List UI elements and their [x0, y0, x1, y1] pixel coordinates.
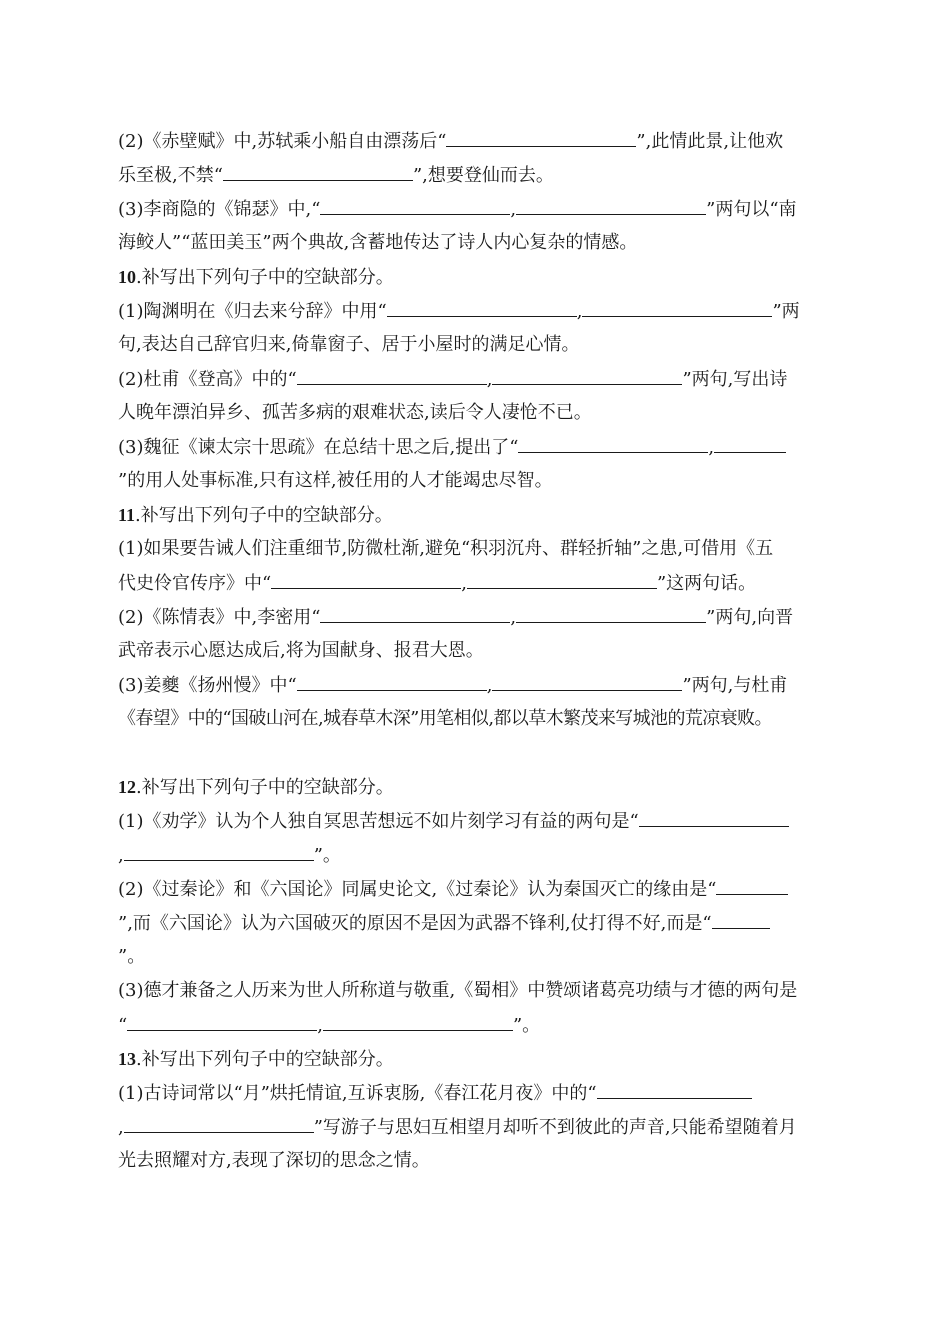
text: (3)魏征《谏太宗十思疏》在总结十思之后,提出了“: [118, 437, 519, 458]
text: ”两句,向晋: [706, 607, 794, 628]
text: 光去照耀对方,表现了深切的思念之情。: [118, 1150, 430, 1171]
text: 人晚年漂泊异乡、孤苦多病的艰难状态,读后令人凄怆不已。: [118, 402, 592, 423]
answer-blank[interactable]: [446, 127, 636, 147]
text: ,: [486, 675, 493, 696]
text: ”两句,与杜甫: [682, 675, 788, 696]
q10-heading: [118, 263, 394, 291]
text: (1)如果要告诫人们注重细节,防微杜渐,避免“积羽沉舟、群轻折轴”之患,可借用《五: [118, 538, 774, 559]
q10-item1-line1: [118, 297, 800, 325]
text: ”,想要登仙而去。: [412, 165, 554, 186]
question-title: .补写出下列句子中的空缺部分。: [136, 267, 394, 288]
q13-item1-line3: [118, 1147, 430, 1175]
answer-blank[interactable]: [297, 365, 487, 385]
answer-blank[interactable]: [582, 297, 772, 317]
answer-blank[interactable]: [297, 671, 487, 691]
text: ,: [118, 845, 124, 866]
text: (1)古诗词常以“月”烘托情谊,互诉衷肠,《春江花月夜》中的“: [118, 1083, 597, 1104]
text: ,: [118, 1117, 124, 1138]
text: 《春望》中的“国破山河在,城春草木深”用笔相似,都以草木繁茂来写城池的荒凉衰败。: [118, 708, 772, 729]
answer-blank[interactable]: [323, 1011, 513, 1031]
text: ”两句,写出诗: [682, 369, 788, 390]
text: ”两: [772, 301, 800, 322]
q12-item1-line2: [118, 841, 341, 869]
q12-item2-line2: [118, 909, 770, 937]
question-number: 10: [118, 267, 136, 287]
q9-item2-line1: [118, 127, 783, 155]
q11-item3-line2: [118, 705, 772, 733]
q13-item1-line1: [118, 1079, 752, 1107]
q12-heading: [118, 773, 394, 801]
text: ”。: [512, 1015, 541, 1036]
answer-blank[interactable]: [492, 365, 682, 385]
answer-blank[interactable]: [716, 875, 788, 895]
text: ”这两句话。: [656, 573, 757, 594]
answer-blank[interactable]: [597, 1079, 752, 1099]
q11-heading: [118, 501, 393, 529]
text: 海鲛人”“蓝田美玉”两个典故,含蓄地传达了诗人内心复杂的情感。: [118, 232, 638, 253]
q10-item1-line2: [118, 331, 579, 359]
text: ,: [317, 1015, 323, 1036]
q9-item3-line1: [118, 195, 797, 223]
answer-blank[interactable]: [712, 909, 770, 929]
text: 乐至极,不禁“: [118, 165, 223, 186]
text: “: [118, 1015, 128, 1036]
text: (2)《过秦论》和《六国论》同属史论文,《过秦论》认为秦国灭亡的缘由是“: [118, 879, 717, 900]
q10-item3-line1: [118, 433, 786, 461]
text: ,: [510, 607, 517, 628]
text: (2)《赤壁赋》中,苏轼乘小船自由漂荡后“: [118, 131, 447, 152]
q12-item2-line1: [118, 875, 788, 903]
q11-item1-line1: [118, 535, 773, 563]
question-title: .补写出下列句子中的空缺部分。: [136, 1049, 394, 1070]
question-number: 13: [118, 1049, 136, 1069]
text: (1)陶渊明在《归去来兮辞》中用“: [118, 301, 387, 322]
answer-blank[interactable]: [714, 433, 786, 453]
question-number: 11: [118, 505, 136, 525]
answer-blank[interactable]: [516, 603, 706, 623]
answer-blank[interactable]: [223, 161, 413, 181]
text: (3)姜夔《扬州慢》中“: [118, 675, 297, 696]
answer-blank[interactable]: [516, 195, 706, 215]
q10-item3-line2: [118, 467, 553, 495]
q11-item2-line1: [118, 603, 793, 631]
q9-item3-line2: [118, 229, 637, 257]
answer-blank[interactable]: [320, 195, 510, 215]
text: (3)德才兼备之人历来为世人所称道与敬重,《蜀相》中赞颂诸葛亮功绩与才德的两句是: [118, 980, 798, 1001]
q11-item3-line1: [118, 671, 787, 699]
answer-blank[interactable]: [518, 433, 708, 453]
question-number: 12: [118, 777, 136, 797]
answer-blank[interactable]: [639, 807, 789, 827]
q12-item3-line1: [118, 977, 797, 1005]
question-title: .补写出下列句子中的空缺部分。: [135, 505, 393, 526]
text: 代史伶官传序》中“: [118, 573, 272, 594]
q11-item2-line2: [118, 637, 484, 665]
answer-blank[interactable]: [271, 569, 461, 589]
question-title: .补写出下列句子中的空缺部分。: [136, 777, 394, 798]
answer-blank[interactable]: [124, 1113, 314, 1133]
text: ,: [486, 369, 493, 390]
text: (2)杜甫《登高》中的“: [118, 369, 297, 390]
text: 句,表达自己辞官归来,倚靠窗子、居于小屋时的满足心情。: [118, 334, 580, 355]
answer-blank[interactable]: [320, 603, 510, 623]
q12-item3-line2: [118, 1011, 540, 1039]
q10-item2-line1: [118, 365, 787, 393]
text: ”两句以“南: [706, 199, 797, 220]
text: ”。: [313, 845, 341, 866]
text: (2)《陈情表》中,李密用“: [118, 607, 321, 628]
answer-blank[interactable]: [124, 841, 314, 861]
text: ,: [461, 573, 467, 594]
text: (3)李商隐的《锦瑟》中,“: [118, 199, 321, 220]
text: ,: [708, 437, 715, 458]
text: ”,而《六国论》认为六国破灭的原因不是因为武器不锋利,仗打得不好,而是“: [118, 913, 712, 934]
answer-blank[interactable]: [387, 297, 577, 317]
text: ”写游子与思妇互相望月却听不到彼此的声音,只能希望随着月: [313, 1117, 797, 1138]
text: ”。: [118, 946, 146, 967]
answer-blank[interactable]: [467, 569, 657, 589]
q12-item1-line1: [118, 807, 789, 835]
text: ”的用人处事标准,只有这样,被任用的人才能竭忠尽智。: [118, 470, 553, 491]
text: ,: [576, 301, 583, 322]
q12-item2-line3: [118, 943, 145, 971]
q13-item1-line2: [118, 1113, 797, 1141]
text: ,: [510, 199, 517, 220]
answer-blank[interactable]: [127, 1011, 317, 1031]
q13-heading: [118, 1045, 394, 1073]
q11-item1-line2: [118, 569, 756, 597]
q9-item2-line2: [118, 161, 554, 189]
answer-blank[interactable]: [492, 671, 682, 691]
text: (1)《劝学》认为个人独自冥思苦想远不如片刻学习有益的两句是“: [118, 811, 639, 832]
text: ”,此情此景,让他欢: [636, 131, 784, 152]
text: 武帝表示心愿达成后,将为国献身、报君大恩。: [118, 640, 484, 661]
q10-item2-line2: [118, 399, 592, 427]
